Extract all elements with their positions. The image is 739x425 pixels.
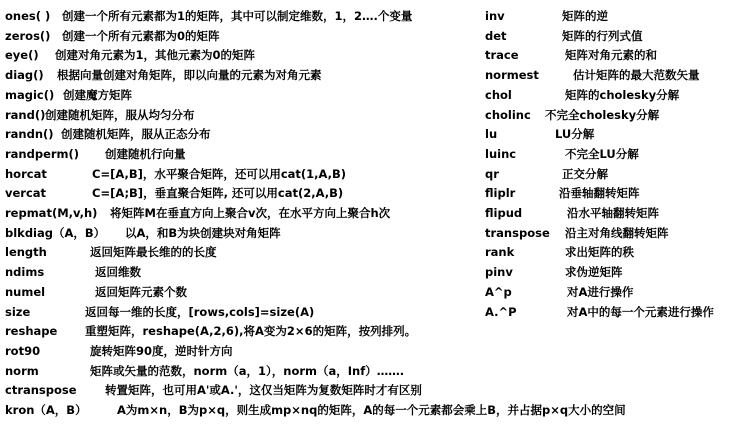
function-name: det [485,28,507,43]
function-description: 返回矩阵元素个数 [95,284,187,299]
function-description: 创建对角元素为1，其他元素为0的矩阵 [55,48,256,63]
function-name: magic() [5,87,55,102]
function-name: qr [485,166,499,181]
function-name: numel [5,284,46,299]
function-description: 求伪逆矩阵 [565,265,623,280]
function-name: horcat [5,166,47,181]
function-description: C=[A,B]，水平聚合矩阵，还可以用cat(1,A,B) [92,166,347,181]
function-name: fliplr [485,186,516,201]
function-description: 对A进行操作 [567,284,634,299]
function-description: 返回矩阵最长维的的长度 [90,245,217,260]
function-name: inv [485,9,505,23]
function-name: kron（A，B） [5,403,87,417]
function-description: 沿主对角线翻转矩阵 [565,225,669,240]
function-description: 沿垂轴翻转矩阵 [559,186,640,201]
function-name: eye() [5,48,39,63]
function-name: chol [485,87,512,102]
function-name: transpose [485,225,550,240]
function-description: 不完全cholesky分解 [545,107,660,122]
function-name: cholinc [485,107,531,122]
function-name: flipud [485,206,523,220]
function-description: 创建一个所有元素都为0的矩阵 [62,28,220,43]
function-description: 求出矩阵的秩 [565,245,634,260]
function-description: 矩阵或矢量的范数，norm（a，1），norm（a，Inf）……. [90,363,405,378]
function-description: 重塑矩阵，reshape(A,2,6),将A变为2×6的矩阵，按列排列。 [85,324,417,339]
function-description: 沿水平轴翻转矩阵 [567,206,659,220]
function-description: 矩阵的cholesky分解 [565,87,680,102]
function-description: 将矩阵M在垂直方向上聚合v次，在水平方向上聚合h次 [110,206,391,220]
function-name: pinv [485,265,513,280]
function-name: repmat(M,v,h) [5,206,98,220]
function-description: 矩阵对角元素的和 [565,48,657,63]
function-description: 创建随机行向量 [105,146,186,161]
function-name: rot90 [5,343,41,358]
function-name: blkdiag（A，B） [5,225,106,240]
function-description: 对A中的每一个元素进行操作 [567,304,714,319]
function-name: A^p [485,284,512,299]
function-name: reshape [5,324,58,339]
function-description: 返回维数 [95,265,141,280]
function-name: randn() [5,127,54,142]
function-name: vercat [5,186,47,201]
function-description: LU分解 [555,127,595,142]
function-description: 根据向量创建对角矩阵，即以向量的元素为对角元素 [57,68,322,83]
function-name: ctranspose [5,383,77,398]
function-description: 旋转矩阵90度，逆时针方向 [90,343,233,358]
function-description: 以A，和B为块创建块对角矩阵 [125,225,281,240]
function-name: randperm() [5,146,80,161]
function-description: 创建随机矩阵，服从正态分布 [61,127,211,142]
function-description: 不完全LU分解 [565,146,639,161]
function-name: norm [5,363,39,378]
function-name: ndims [5,265,45,280]
function-name: rand() [5,107,46,122]
function-name: zeros() [5,28,51,43]
function-description: 转置矩阵，也可用A'或A.'，这仅当矩阵为复数矩阵时才有区别 [105,383,422,398]
function-description: 正交分解 [562,166,608,181]
function-description: C=[A;B]，垂直聚合矩阵, 还可以用cat(2,A,B) [92,186,344,201]
function-name: size [5,304,31,319]
function-name: ones( ) [5,9,51,23]
function-name: trace [485,48,519,63]
function-name: diag() [5,68,44,83]
function-description: 创建随机矩阵，服从均匀分布 [45,107,195,122]
function-name: normest [485,68,539,83]
function-name: length [5,245,47,260]
function-name: luinc [485,146,517,161]
function-name: rank [485,245,515,260]
function-description: 矩阵的行列式值 [562,28,643,43]
function-name: A.^P [485,304,517,319]
function-name: lu [485,127,498,142]
function-description: 矩阵的逆 [562,9,608,23]
function-description: 创建魔方矩阵 [63,87,132,102]
function-description: 创建一个所有元素都为1的矩阵，其中可以制定维数，1，2….个变量 [62,9,413,23]
function-description: 返回每一维的长度，[rows,cols]=size(A) [85,304,315,319]
function-description: A为m×n，B为p×q，则生成mp×nq的矩阵，A的每一个元素都会乘上B，并占据p×q大小的空间 [117,403,626,417]
function-description: 估计矩阵的最大范数矢量 [573,68,700,83]
